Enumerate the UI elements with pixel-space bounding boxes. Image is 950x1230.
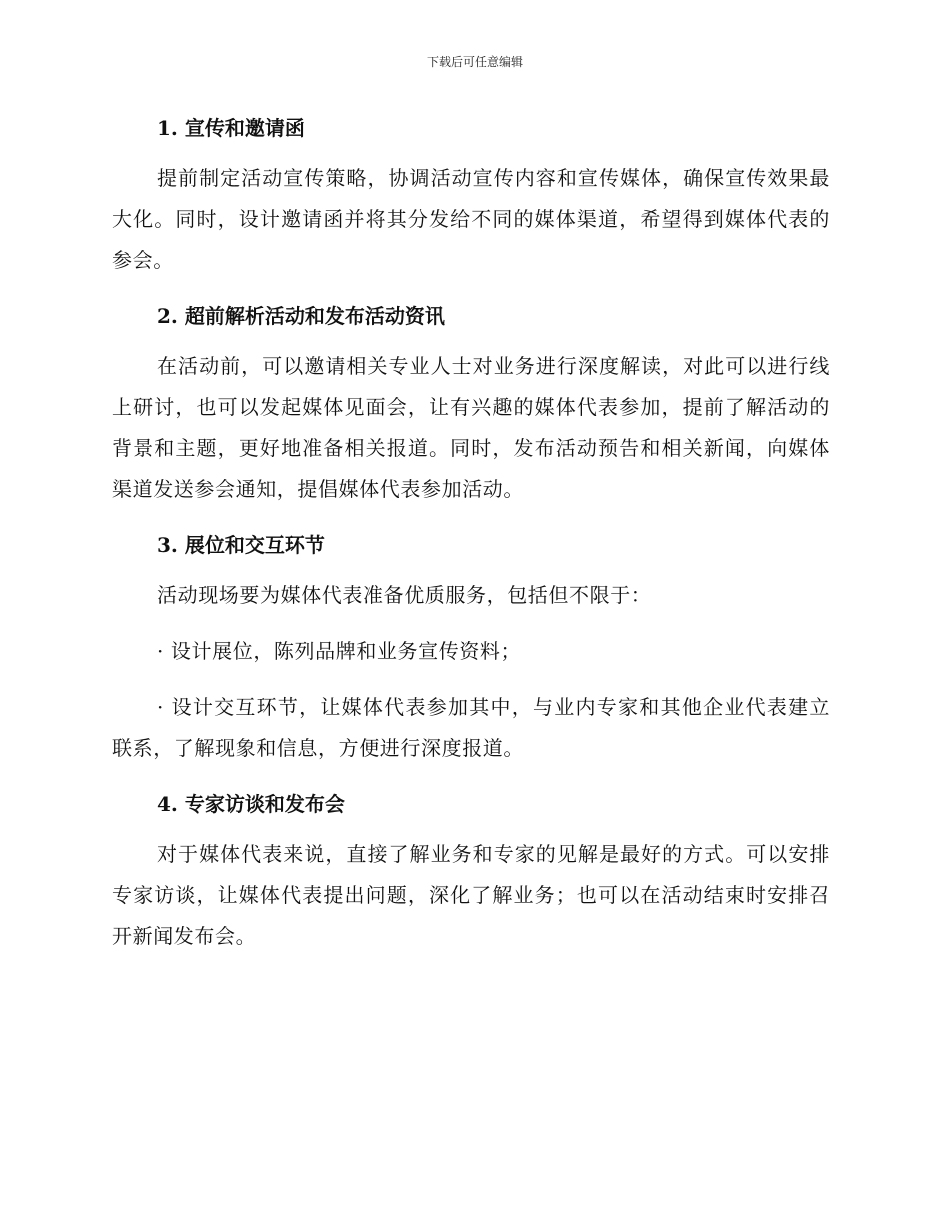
header-note: 下载后可任意编辑 bbox=[426, 55, 523, 69]
section-1-heading: 1. 宣传和邀请函 bbox=[157, 116, 305, 140]
section-4-heading: 4. 专家访谈和发布会 bbox=[157, 792, 345, 816]
section-2-heading: 2. 超前解析活动和发布活动资讯 bbox=[157, 304, 445, 328]
section-3-bullet-2: · 设计交互环节，让媒体代表参加其中，与业内专家和其他企业代表建立联系，了解现象和信息，方便进行深度报道。 bbox=[112, 695, 830, 760]
section-2-paragraph: 在活动前，可以邀请相关专业人士对业务进行深度解读，对此可以进行线上研讨，也可以发起媒体见面会，让有兴趣的媒体代表参加，提前了解活动的背景和主题，更好地准备相关报道。同时，发布活动预告和相关新闻，向媒体渠道发送参会通知，提倡媒体代表参加活动。 bbox=[112, 354, 830, 501]
section-3-heading: 3. 展位和交互环节 bbox=[157, 533, 325, 557]
section-1-paragraph: 提前制定活动宣传策略，协调活动宣传内容和宣传媒体，确保宣传效果最大化。同时，设计邀请函并将其分发给不同的媒体渠道，希望得到媒体代表的参会。 bbox=[112, 166, 830, 272]
section-4-paragraph: 对于媒体代表来说，直接了解业务和专家的见解是最好的方式。可以安排专家访谈，让媒体代表提出问题，深化了解业务；也可以在活动结束时安排召开新闻发布会。 bbox=[112, 842, 830, 948]
section-3-paragraph: 活动现场要为媒体代表准备优质服务，包括但不限于： bbox=[157, 583, 652, 607]
document-content bbox=[112, 108, 830, 972]
section-3-bullet-1: · 设计展位，陈列品牌和业务宣传资料； bbox=[157, 639, 522, 663]
